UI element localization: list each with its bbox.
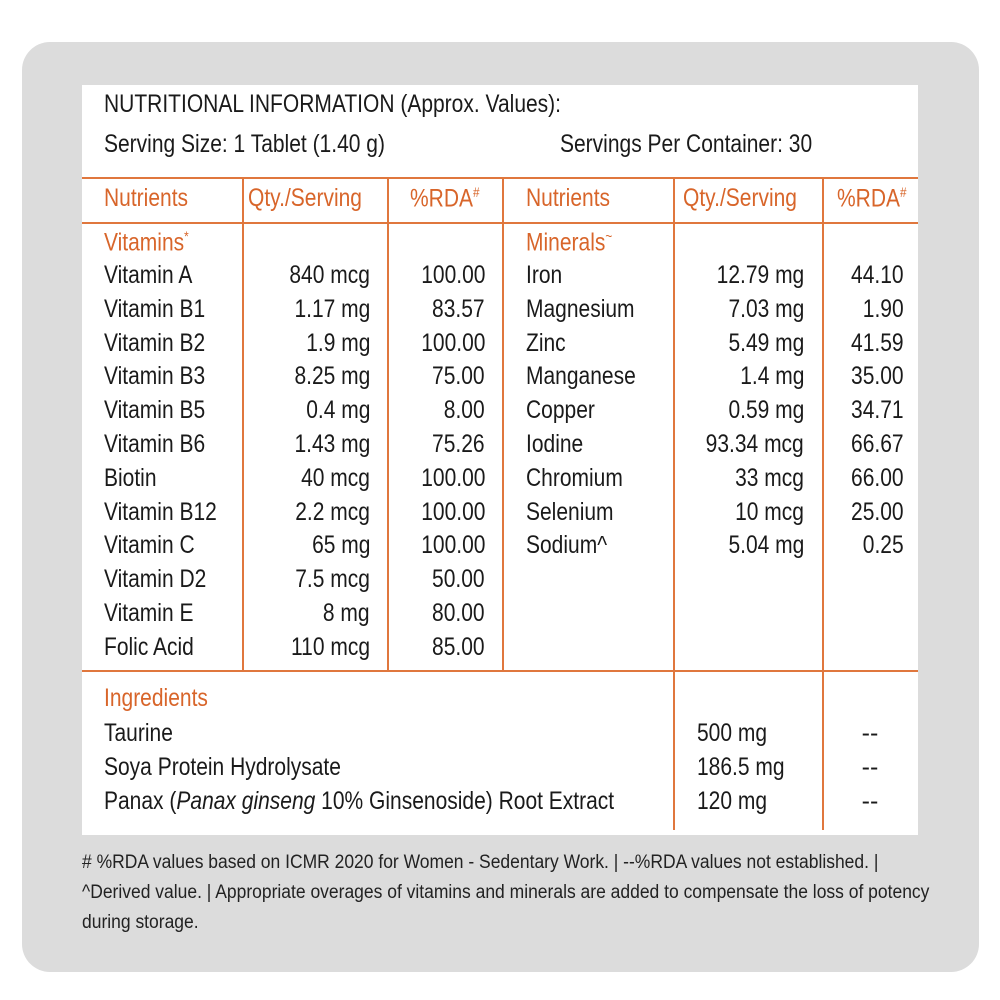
footnote: # %RDA values based on ICMR 2020 for Women - Sedentary Work. | --%RDA values not established. | ^Derived value. | Appropriate overages of vitamins and minerals are added to compensate the loss of potency during storage. bbox=[82, 852, 930, 933]
vitamin-row-qty: 110 mcg bbox=[291, 632, 370, 661]
mineral-row-rda: 66.67 bbox=[851, 430, 904, 458]
vitamin-row-rda: 75.26 bbox=[432, 430, 485, 458]
vitamin-row-name: Vitamin B6 bbox=[104, 430, 206, 458]
mineral-row-rda: 25.00 bbox=[851, 497, 904, 526]
ingredient-rda: -- bbox=[861, 753, 879, 781]
ingredient-row-panax: Panax (Panax ginseng 10% Ginsenoside) Root Extract bbox=[104, 787, 615, 815]
vitamin-row-name: Vitamin B12 bbox=[104, 497, 217, 526]
ingredient-name: Taurine bbox=[104, 719, 173, 747]
ingredient-qty: 186.5 mg bbox=[697, 753, 785, 781]
mineral-row-name: Selenium bbox=[526, 497, 614, 526]
mineral-row-name: Iron bbox=[526, 261, 563, 289]
vitamin-row-rda: 100.00 bbox=[420, 328, 485, 357]
column-header-nutrients: Nutrients bbox=[104, 184, 189, 212]
mineral-row-rda: 41.59 bbox=[851, 328, 904, 357]
vitamin-row-qty: 8.25 mg bbox=[294, 362, 370, 391]
mineral-row-rda: 34.71 bbox=[851, 396, 904, 425]
vitamin-row-qty: 7.5 mcg bbox=[295, 565, 370, 594]
ingredient-rda: -- bbox=[861, 787, 879, 815]
header-rule bbox=[82, 222, 918, 224]
divider bbox=[502, 177, 504, 672]
vitamin-row-rda: 100.00 bbox=[420, 497, 485, 526]
ingredients-rule bbox=[82, 670, 918, 672]
vitamin-row-name: Vitamin B3 bbox=[104, 362, 206, 391]
vitamin-row-name: Vitamin B5 bbox=[104, 396, 206, 425]
mineral-row-name: Chromium bbox=[526, 463, 623, 492]
vitamin-row-qty: 8 mg bbox=[323, 599, 370, 627]
mineral-row-qty: 0.59 mg bbox=[728, 396, 804, 425]
column-header-rda: %RDA# bbox=[410, 184, 480, 213]
vitamin-row-qty: 1.9 mg bbox=[305, 328, 370, 357]
vitamins-heading: Vitamins* bbox=[104, 228, 189, 257]
mineral-row-qty: 33 mcg bbox=[735, 463, 804, 492]
mineral-row-qty: 7.03 mg bbox=[728, 294, 804, 323]
mineral-row-rda: 44.10 bbox=[851, 261, 904, 289]
serving-size bbox=[104, 130, 438, 159]
column-header-rda: %RDA# bbox=[837, 184, 907, 213]
ingredient-qty: 120 mg bbox=[697, 787, 768, 815]
mineral-row-rda: 1.90 bbox=[863, 294, 904, 323]
vitamin-row-name: Vitamin B2 bbox=[104, 328, 206, 357]
vitamin-row-rda: 50.00 bbox=[432, 565, 485, 594]
vitamin-row-rda: 100.00 bbox=[420, 261, 485, 289]
title-text: NUTRITIONAL INFORMATION (Approx. Values): bbox=[104, 90, 562, 118]
vitamin-row-qty: 840 mcg bbox=[289, 261, 370, 289]
mineral-row-qty: 5.04 mg bbox=[728, 531, 804, 560]
vitamin-row-name: Vitamin E bbox=[104, 599, 194, 627]
mineral-row-qty: 10 mcg bbox=[735, 497, 804, 526]
mineral-row-rda: 66.00 bbox=[851, 463, 904, 492]
mineral-row-qty: 5.49 mg bbox=[728, 328, 804, 357]
vitamin-row-rda: 100.00 bbox=[420, 463, 485, 492]
vitamin-row-rda: 85.00 bbox=[432, 632, 485, 661]
vitamin-row-qty: 40 mcg bbox=[301, 463, 370, 492]
mineral-row-name: Magnesium bbox=[526, 294, 635, 323]
vitamin-row-name: Vitamin D2 bbox=[104, 565, 207, 594]
vitamin-row-qty: 0.4 mg bbox=[305, 396, 370, 425]
ingredient-qty: 500 mg bbox=[697, 719, 768, 747]
vitamin-row-qty: 1.17 mg bbox=[294, 294, 370, 323]
mineral-row-name: Iodine bbox=[526, 430, 584, 458]
servings-per-container bbox=[560, 130, 860, 159]
mineral-row-qty: 1.4 mg bbox=[739, 362, 804, 391]
page-title bbox=[104, 90, 648, 119]
mineral-row-name: Manganese bbox=[526, 362, 636, 391]
mineral-row-rda: 35.00 bbox=[851, 362, 904, 391]
vitamin-row-qty: 65 mg bbox=[311, 531, 370, 560]
ingredient-name: Soya Protein Hydrolysate bbox=[104, 753, 341, 781]
vitamin-row-name: Vitamin C bbox=[104, 531, 195, 560]
ingredient-rda: -- bbox=[861, 719, 879, 747]
ingredients-heading: Ingredients bbox=[104, 684, 208, 712]
mineral-row-name: Sodium^ bbox=[526, 531, 608, 560]
vitamin-row-rda: 75.00 bbox=[432, 362, 485, 391]
minerals-heading: Minerals~ bbox=[526, 228, 613, 257]
vitamin-row-rda: 100.00 bbox=[420, 531, 485, 560]
mineral-row-rda: 0.25 bbox=[863, 531, 904, 560]
vitamin-row-name: Vitamin A bbox=[104, 261, 193, 289]
servings-per-container-text: Servings Per Container: 30 bbox=[560, 130, 813, 158]
vitamin-row-qty: 2.2 mcg bbox=[295, 497, 370, 526]
column-header-qty: Qty./Serving bbox=[248, 184, 362, 212]
mineral-row-qty: 93.34 mcg bbox=[705, 430, 804, 458]
vitamin-row-rda: 8.00 bbox=[444, 396, 485, 425]
vitamin-row-qty: 1.43 mg bbox=[294, 430, 370, 458]
vitamin-row-rda: 83.57 bbox=[432, 294, 485, 323]
mineral-row-name: Copper bbox=[526, 396, 595, 425]
vitamin-row-name: Biotin bbox=[104, 463, 157, 492]
column-header-qty: Qty./Serving bbox=[683, 184, 797, 212]
vitamin-row-name: Folic Acid bbox=[104, 632, 194, 661]
serving-size-text: Serving Size: 1 Tablet (1.40 g) bbox=[104, 130, 385, 158]
column-header-nutrients: Nutrients bbox=[526, 184, 611, 212]
mineral-row-name: Zinc bbox=[526, 328, 566, 357]
vitamin-row-rda: 80.00 bbox=[432, 599, 485, 627]
mineral-row-qty: 12.79 mg bbox=[716, 261, 804, 289]
table-top-rule bbox=[82, 177, 918, 179]
vitamin-row-name: Vitamin B1 bbox=[104, 294, 206, 323]
